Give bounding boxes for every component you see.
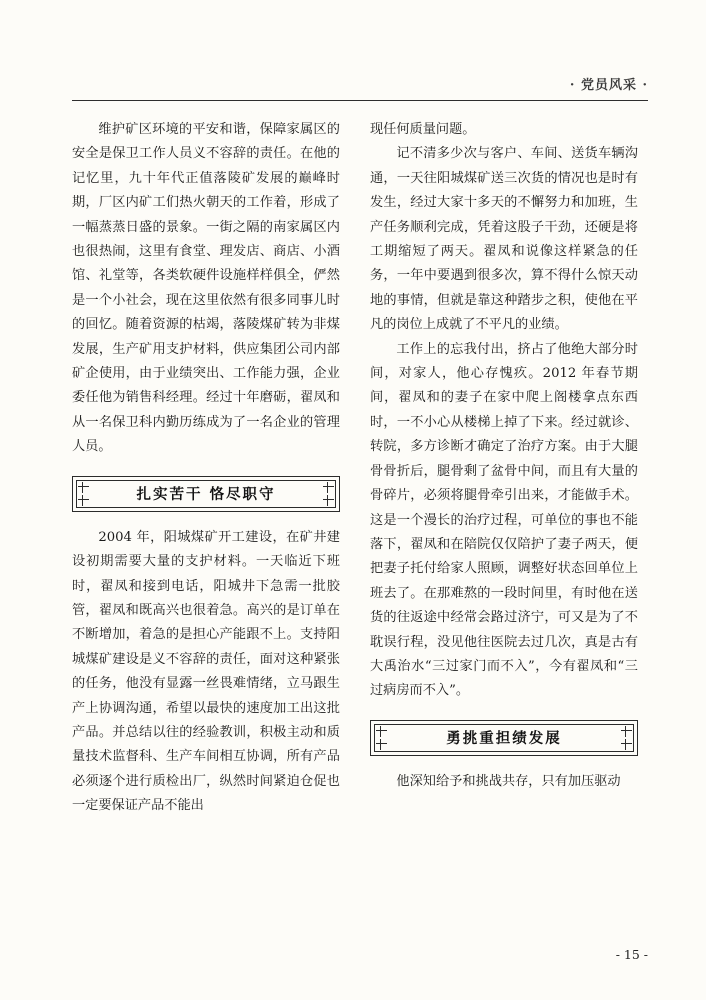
section-heading-text: 扎实苦干 恪尽职守 xyxy=(136,486,276,504)
page-content-area xyxy=(72,60,648,970)
header-divider xyxy=(72,100,648,101)
paragraph: 维护矿区环境的平安和谐，保障家属区的安全是保卫工作人员义不容辞的责任。在他的记忆里，九十年代正值落陵矿发展的巅峰时期，厂区内矿工们热火朝天的工作着，形成了一幅蒸蒸日盛的景象。一街之隔的南家属区内也很热闹，这里有食堂、理发店、商店、小酒馆、礼堂等，各类软硬件设施样样俱全，俨然是一个小社会，现在这里依然有很多同事儿时的回忆。随着资源的枯竭，落陵煤矿转为非煤发展，生产矿用支护材料，供应集团公司内部矿企使用，由于业绩突出、工作能力强，企业委任他为销售科经理。经过十年磨砺，翟凤和从一名保卫科内勤历练成为了一名企业的管理人员。 xyxy=(72,122,340,455)
corner-ornament-icon xyxy=(78,482,89,493)
paragraph: 现任何质量问题。 xyxy=(370,122,476,137)
left-column xyxy=(72,118,340,970)
paragraph: 他深知给予和挑战共存，只有加压驱动 xyxy=(396,773,621,789)
section-heading-text: 勇挑重担绩发展 xyxy=(446,730,562,748)
corner-ornament-icon xyxy=(323,495,334,506)
corner-ornament-icon xyxy=(323,482,334,493)
page-number: - 15 - xyxy=(615,947,648,962)
corner-ornament-icon xyxy=(78,495,89,506)
page-header xyxy=(72,60,648,100)
header-title: · 党员风采 · xyxy=(569,78,648,93)
corner-ornament-icon xyxy=(376,726,387,737)
paragraph: 记不清多少次与客户、车间、送货车辆沟通，一天往阳城煤矿送三次货的情况也是时有发生，经过大家十多天的不懈努力和加班，生产任务顺利完成，凭着这股子干劲，还硬是将工期缩短了两天。翟凤和说像这样紧急的任务，一年中要遇到很多次，算不得什么惊天动地的事情，但就是靠这种踏步之积，使他在平凡的岗位上成就了不平凡的业绩。 xyxy=(370,146,638,333)
two-column-body xyxy=(72,118,648,970)
section-heading-box xyxy=(370,720,638,756)
right-column xyxy=(370,118,638,970)
corner-ornament-icon xyxy=(376,739,387,750)
corner-ornament-icon xyxy=(621,726,632,737)
paragraph: 工作上的忘我付出，挤占了他绝大部分时间，对家人，他心存愧疚。2012 年春节期间，翟凤和的妻子在家中爬上阁楼拿点东西时，一不小心从楼梯上掉了下来。经过就诊、转院，多方诊断才确定了治疗方案。由于大腿骨骨折后，腿骨剩了盆骨中间，而且有大量的骨碎片，必须将腿骨牵引出来，才能做手术。这是一个漫长的治疗过程，可单位的事也不能落下，翟凤和在陪院仅仅陪护了妻子两天，便把妻子托付给家人照顾，调整好状态回单位上班去了。在那难熬的一段时间里，有时他在送货的往返途中经常会路过济宁，可又是为了不耽误行程，没见他往医院去过几次，真是古有大禹治水“三过家门而不入”，今有翟凤和“三过病房而不入”。 xyxy=(370,341,638,699)
section-heading-box xyxy=(72,476,340,512)
corner-ornament-icon xyxy=(621,739,632,750)
paragraph: 2004 年，阳城煤矿开工建设，在矿井建设初期需要大量的支护材料。一天临近下班时，翟凤和接到电话，阳城井下急需一批胶管，翟凤和既高兴也很着急。高兴的是订单在不断增加，着急的是担心产能跟不上。支持阳城煤矿建设是义不容辞的责任，面对这种紧张的任务，他没有显露一丝畏难情绪，立马跟生产上协调沟通，希望以最快的速度加工出这批产品。并总结以往的经验教训，积极主动和质量技术监督科、生产车间相互协调，所有产品必须逐个进行质检出厂，纵然时间紧迫仓促也一定要保证产品不能出 xyxy=(72,529,340,814)
